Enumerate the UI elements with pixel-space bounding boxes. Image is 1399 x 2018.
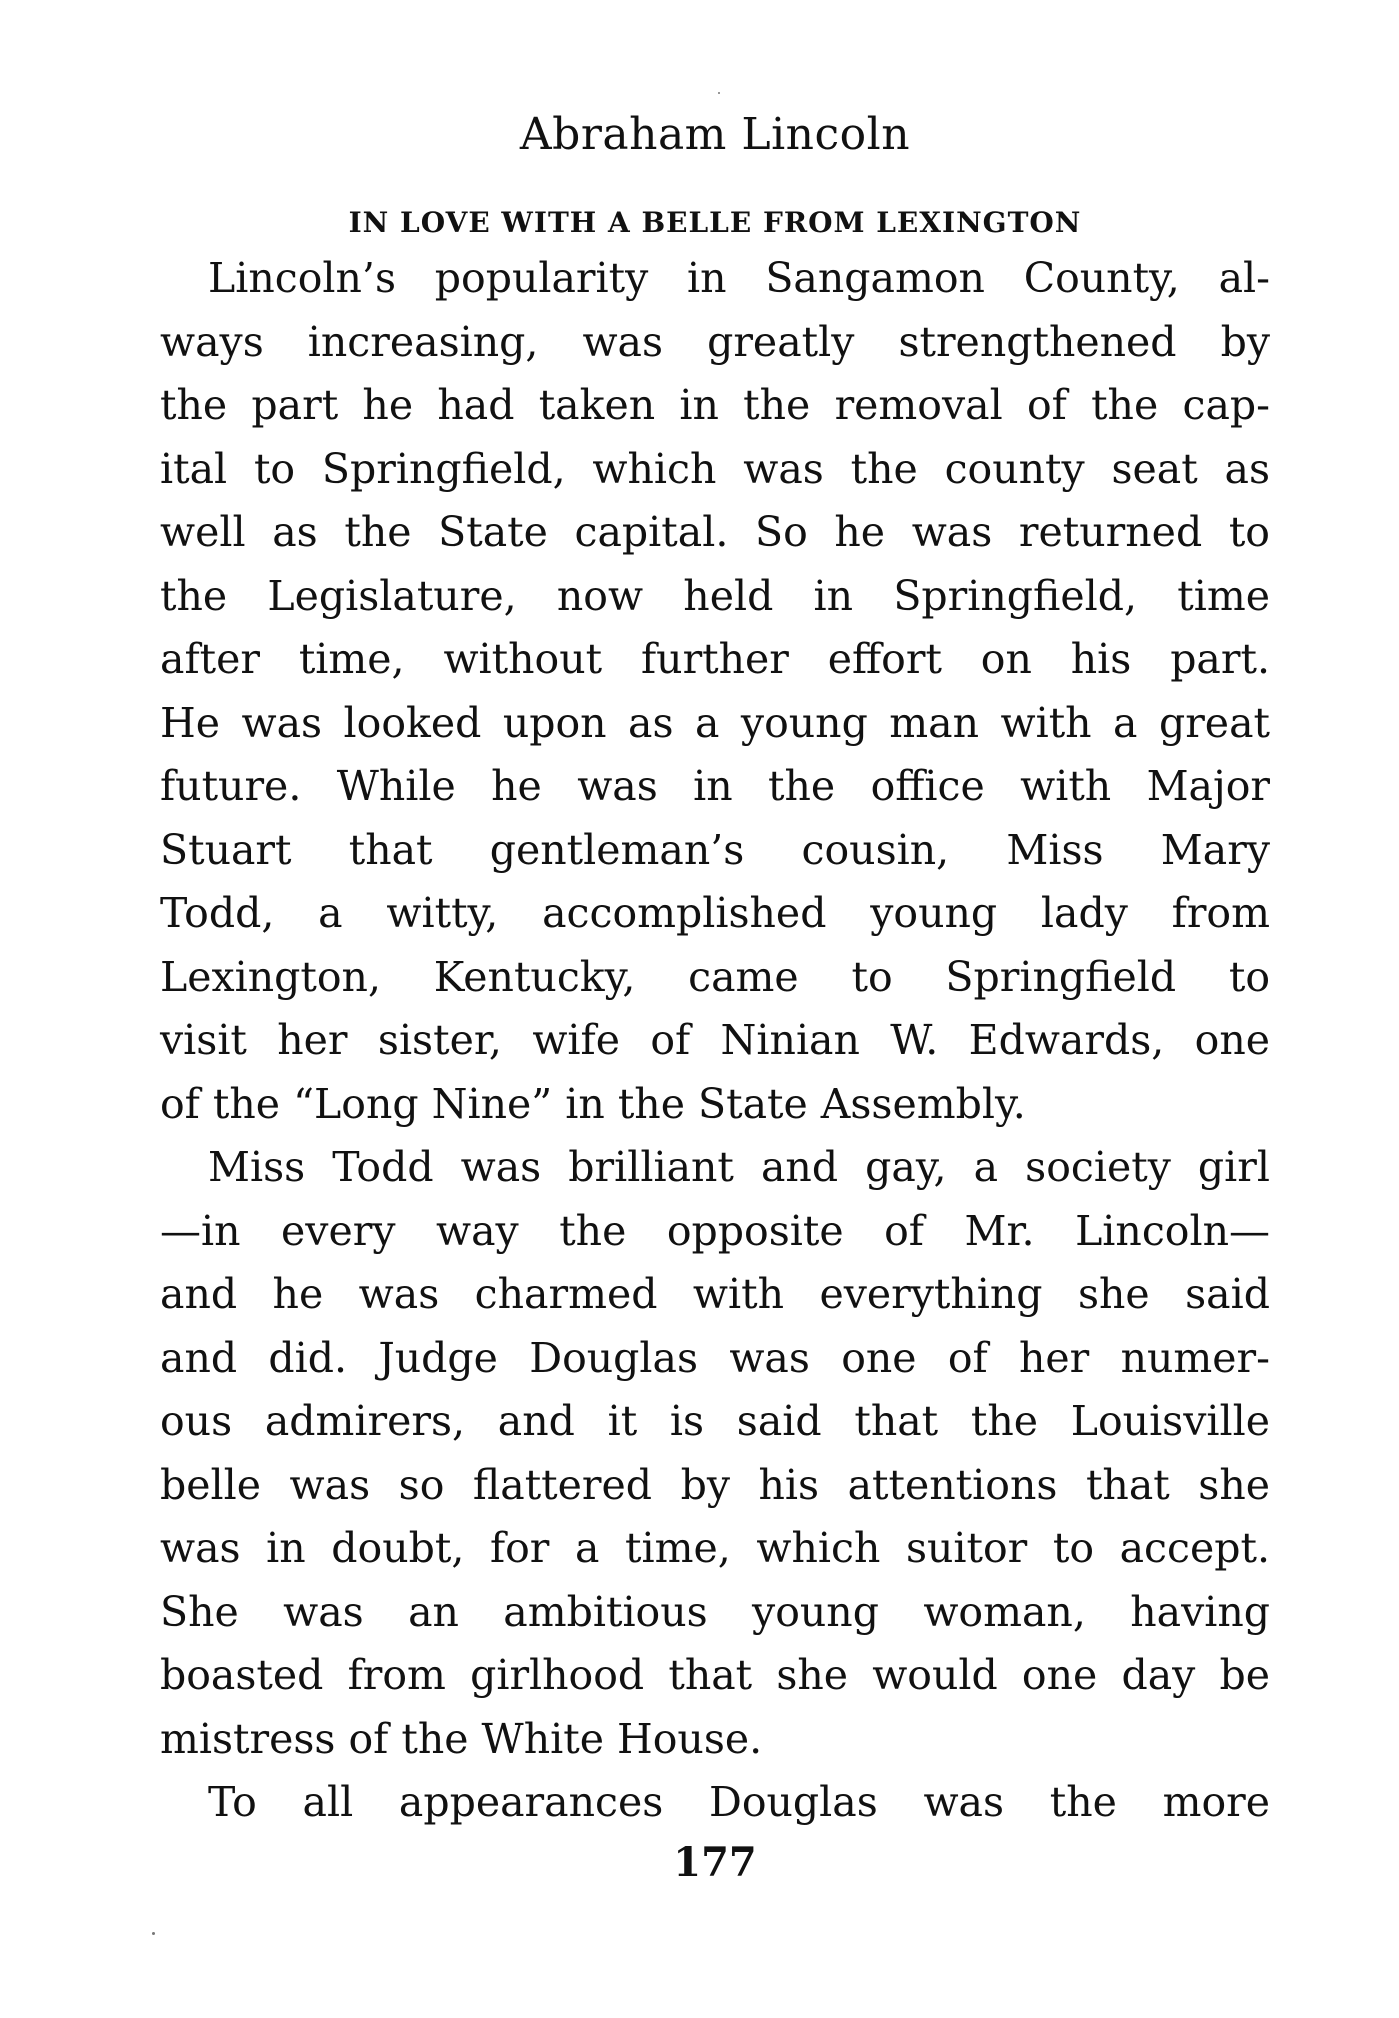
text-line: He was looked upon as a young man with a great [160, 698, 1270, 747]
text-line: boasted from girlhood that she would one day be [160, 1651, 1270, 1699]
scan-speck [718, 92, 720, 94]
text-line: of the “Long Nine” in the State Assembly. [160, 1079, 1026, 1128]
book-page [160, 105, 1270, 1891]
text-line: was in doubt, for a time, which suitor to accept. [160, 1524, 1270, 1572]
text-line: well as the State capital. So he was returned to [160, 508, 1270, 556]
paragraph-1 [160, 247, 1270, 1136]
text-line: belle was so flattered by his attentions that she [160, 1460, 1270, 1509]
text-line: after time, without further effort on his part. [160, 635, 1270, 683]
text-line: Todd, a witty, accomplished young lady from [160, 889, 1270, 937]
scan-speck [152, 1932, 155, 1935]
text-line: Lincoln’s popularity in Sangamon County, al- [208, 254, 1270, 302]
text-line: ous admirers, and it is said that the Louisville [160, 1397, 1270, 1445]
text-line: Lexington, Kentucky, came to Springfield to [160, 952, 1270, 1001]
text-line: ways increasing, was greatly strengthened by [160, 317, 1270, 366]
text-line: Stuart that gentleman’s cousin, Miss Mary [160, 825, 1270, 874]
text-line: She was an ambitious young woman, having [160, 1587, 1270, 1636]
text-line: and did. Judge Douglas was one of her numer- [160, 1333, 1270, 1382]
running-head: Abraham Lincoln [519, 109, 911, 160]
page-number: 177 [673, 1838, 757, 1886]
text-line: Miss Todd was brilliant and gay, a society girl [208, 1143, 1270, 1191]
text-line: To all appearances Douglas was the more [208, 1778, 1270, 1826]
text-line: —in every way the opposite of Mr. Lincoln— [160, 1206, 1270, 1255]
paragraph-3 [160, 1771, 1270, 1835]
text-line: visit her sister, wife of Ninian W. Edwards, one [160, 1016, 1270, 1064]
text-line: the part he had taken in the removal of the cap- [160, 381, 1270, 429]
text-line: mistress of the White House. [160, 1714, 763, 1763]
paragraph-2 [160, 1136, 1270, 1771]
text-line: ital to Springfield, which was the county seat as [160, 444, 1270, 493]
section-heading: IN LOVE WITH A BELLE FROM LEXINGTON [348, 206, 1082, 239]
text-line: and he was charmed with everything she said [160, 1270, 1270, 1318]
text-line: future. While he was in the office with Major [160, 762, 1270, 810]
text-line: the Legislature, now held in Springfield, time [160, 571, 1270, 620]
